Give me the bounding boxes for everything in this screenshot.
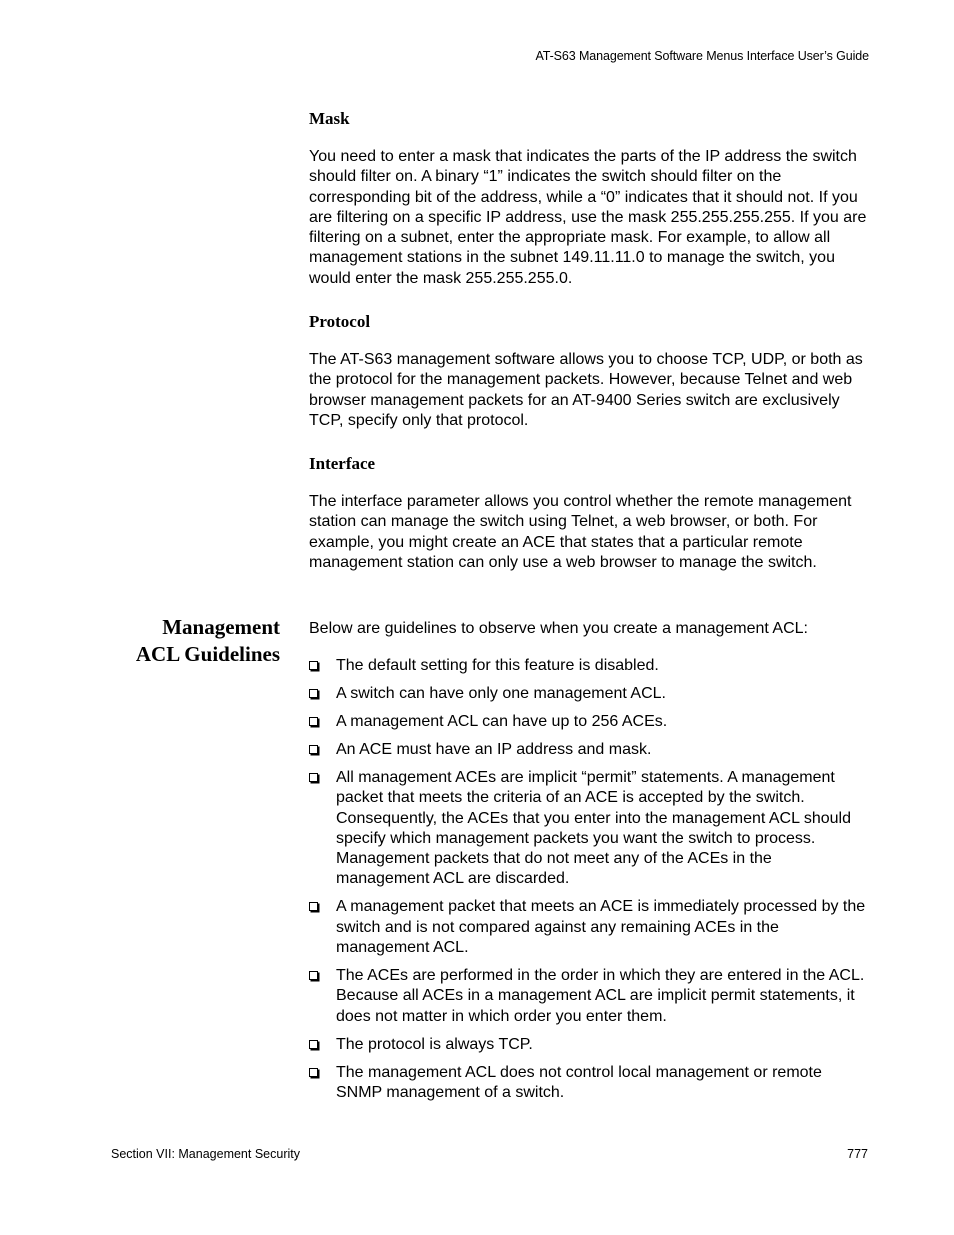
checkbox-bullet-icon [309, 773, 318, 782]
guidelines-intro: Below are guidelines to observe when you create a management ACL: [309, 620, 808, 637]
list-item [309, 740, 869, 760]
checkbox-bullet-icon [309, 689, 318, 698]
list-item [309, 684, 869, 704]
section-heading-line-1: Management [162, 615, 280, 639]
list-item-text: The ACEs are performed in the order in which they are entered in the ACL. Because all ACEs in a management ACL are implicit permit statements, it does not matter in which order you enter them. [336, 966, 865, 1025]
list-item [309, 1063, 869, 1104]
section-heading-line-2: ACL Guidelines [135, 642, 280, 666]
protocol-paragraph: The AT-S63 management software allows you to choose TCP, UDP, or both as the protocol for the management packets. However, because Telnet and web browser management packets for an AT-9400 Series switch are exclusively TCP, specify only that protocol. [309, 351, 863, 429]
list-item [309, 1035, 869, 1055]
guidelines-list [309, 656, 869, 1111]
guidelines-section-heading [136, 614, 280, 668]
mask-heading: Mask [309, 109, 350, 128]
list-item-text: All management ACEs are implicit “permit” statements. A management packet that meets the criteria of an ACE is accepted by the switch. Consequently, the ACEs that you enter into the management ACL should specify which management packets you want the switch to process. Management packets that do not meet any of the ACEs in the management ACL are discarded. [336, 768, 851, 888]
running-header: AT-S63 Management Software Menus Interface User’s Guide [535, 49, 869, 63]
checkbox-bullet-icon [309, 971, 318, 980]
list-item [309, 768, 869, 890]
list-item-text: A management ACL can have up to 256 ACEs. [336, 712, 668, 730]
interface-heading: Interface [309, 454, 376, 473]
checkbox-bullet-icon [309, 717, 318, 726]
mask-paragraph: You need to enter a mask that indicates the parts of the IP address the switch should filter on. A binary “1” indicates the switch should filter on the corresponding bit of the address, while a “0” indicates that it should not. If you are filtering on a specific IP address, use the mask 255.255.255.255. If you are filtering on a subnet, enter the appropriate mask. For example, to allow all management stations in the subnet 149.11.11.0 to manage the switch, you would enter the mask 255.255.255.0. [309, 148, 867, 287]
checkbox-bullet-icon [309, 745, 318, 754]
list-item [309, 897, 869, 958]
footer-section: Section VII: Management Security [111, 1147, 300, 1161]
protocol-heading: Protocol [309, 312, 371, 331]
checkbox-bullet-icon [309, 661, 318, 670]
footer-page-number: 777 [847, 1147, 868, 1161]
list-item-text: An ACE must have an IP address and mask. [336, 740, 652, 758]
interface-paragraph: The interface parameter allows you control whether the remote management station can manage the switch using Telnet, a web browser, or both. For example, you might create an ACE that states that a particular remote management station can only use a web browser to manage the switch. [309, 493, 852, 571]
list-item-text: The protocol is always TCP. [336, 1035, 533, 1053]
list-item-text: A switch can have only one management ACL. [336, 684, 666, 702]
list-item [309, 966, 869, 1027]
list-item-text: The management ACL does not control local management or remote SNMP management of a switch. [336, 1063, 822, 1101]
checkbox-bullet-icon [309, 902, 318, 911]
list-item-text: A management packet that meets an ACE is immediately processed by the switch and is not compared against any remaining ACEs in the management ACL. [336, 898, 866, 956]
checkbox-bullet-icon [309, 1068, 318, 1077]
checkbox-bullet-icon [309, 1040, 318, 1049]
list-item-text: The default setting for this feature is disabled. [336, 657, 659, 674]
list-item [309, 656, 869, 676]
list-item [309, 712, 869, 732]
